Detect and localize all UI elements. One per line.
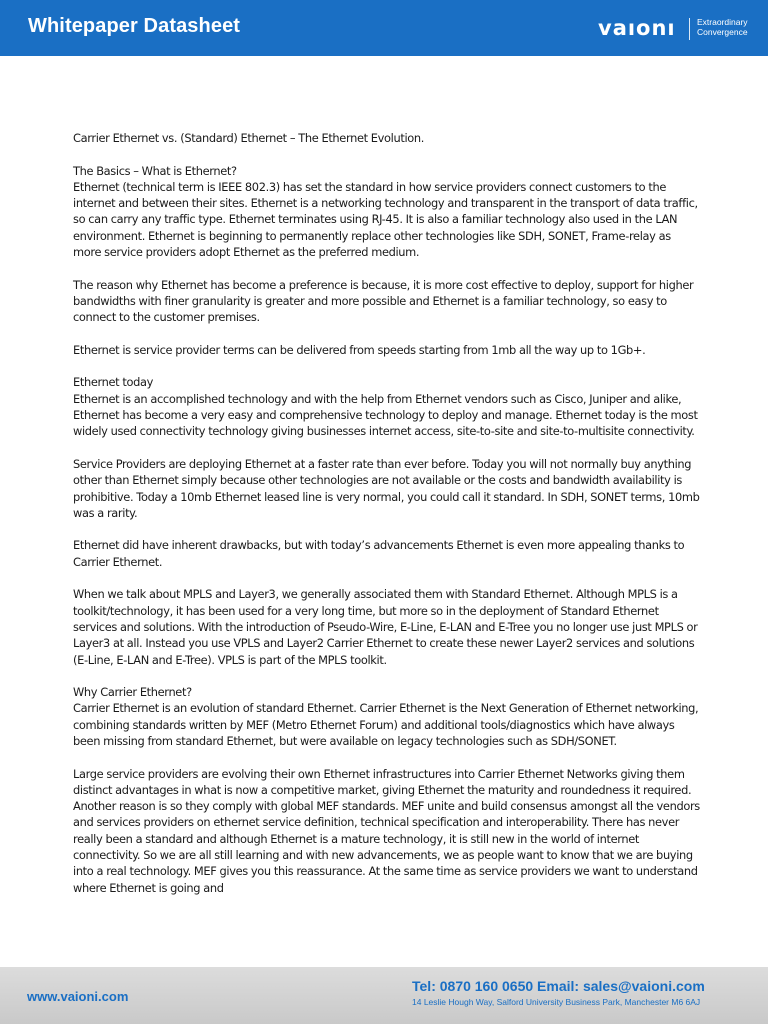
footer-website-link[interactable]: www.vaioni.com — [27, 989, 129, 1004]
document-body — [73, 130, 701, 912]
paragraph-2: The reason why Ethernet has become a preference is because, it is more cost effective to deploy, support for higher bandwidths with finer granularity is greater and more possible and Ethernet is a familiar technology, so easy to connect to the customer premises. — [73, 277, 694, 325]
page-header — [0, 0, 768, 56]
logo-divider — [689, 18, 690, 40]
footer-address: 14 Leslie Hough Way, Salford University Business Park, Manchester M6 6AJ — [412, 997, 701, 1007]
paragraph-8: Carrier Ethernet is an evolution of standard Ethernet. Carrier Ethernet is the Next Generation of Ethernet networking, combining standards written by MEF (Metro Ethernet Forum) and additional tools/diagnostics which have always been missing from standard Ethernet, but were available on legacy technologies such as SDH/SONET. — [73, 701, 699, 748]
paragraph-6: Ethernet did have inherent drawbacks, but with today’s advancements Ethernet is even more appealing thanks to Carrier Ethernet. — [73, 538, 685, 569]
paragraph-5: Service Providers are deploying Ethernet at a faster rate than ever before. Today you will not normally buy anything other than Ethernet simply because other technologies are not available or the costs and bandwidth availability is prohibitive. Today a 10mb Ethernet leased line is very normal, you could call it standard. In SDH, SONET terms, 10mb was a rarity. — [73, 456, 700, 520]
logo-tagline — [697, 17, 748, 37]
document-title: Carrier Ethernet vs. (Standard) Ethernet – The Ethernet Evolution. — [73, 131, 425, 145]
section-heading-basics: The Basics – What is Ethernet? — [73, 163, 237, 178]
paragraph-7: When we talk about MPLS and Layer3, we generally associated them with Standard Ethernet. Although MPLS is a toolkit/technology, it has been used for a very long time, but more so in the deployment of Standard Ethernet services and solutions. With the introduction of Pseudo-Wire, E-Line, E-LAN and E-Tree you no longer use just MPLS or Layer3 at all. Instead you use VPLS and Layer2 Carrier Ethernet to create these newer Layer2 services and solutions (E-Line, E-LAN and E-Tree). VPLS is part of the MPLS toolkit. — [73, 587, 698, 667]
logo-wordmark: vaıonı — [598, 16, 676, 40]
paragraph-3: Ethernet is service provider terms can be delivered from speeds starting from 1mb all the way up to 1Gb+. — [73, 342, 646, 357]
section-heading-today: Ethernet today — [73, 375, 153, 390]
paragraph-1: Ethernet (technical term is IEEE 802.3) has set the standard in how service providers connect customers to the internet and between their sites. Ethernet is a networking technology and transparent in the transport of data traffic, so can carry any traffic type. Ethernet terminates using RJ-45. It is also a familiar technology also used in the LAN environment. Ethernet is beginning to permanently replace other technologies like SDH, SONET, Frame-relay as more service providers adopt Ethernet as the preferred medium. — [73, 179, 698, 260]
header-title: Whitepaper Datasheet — [28, 15, 241, 37]
paragraph-4: Ethernet is an accomplished technology and with the help from Ethernet vendors such as Cisco, Juniper and alike, Ethernet has become a very easy and comprehensive technology to deploy and manage. Ethernet today is the most widely used connectivity technology giving businesses internet access, site-to-site and site-to-multisite connectivity. — [73, 391, 698, 439]
section-heading-why: Why Carrier Ethernet? — [73, 685, 192, 700]
paragraph-9: Large service providers are evolving their own Ethernet infrastructures into Carrier Ethernet Networks giving them distinct advantages in what is now a competitive market, giving Ethernet the maturity and roundedness it required. Another reason is so they comply with global MEF standards. MEF unite and build consensus amongst all the vendors and services providers on ethernet service definition, technical specification and interoperability. There has never really been a standard and although Ethernet is a mature technology, it is still new in the world of internet connectivity. So we are all still learning and with new advancements, we as people want to know that we are buying into a real technology. MEF gives you this reassurance. At the same time as service providers we want to understand where Ethernet is going and — [73, 766, 700, 895]
logo-tagline-line1: Extraordinary — [697, 17, 748, 27]
page-footer — [0, 967, 768, 1024]
logo-tagline-line2: Convergence — [697, 27, 748, 37]
footer-contact: Tel: 0870 160 0650 Email: sales@vaioni.com — [412, 978, 705, 994]
